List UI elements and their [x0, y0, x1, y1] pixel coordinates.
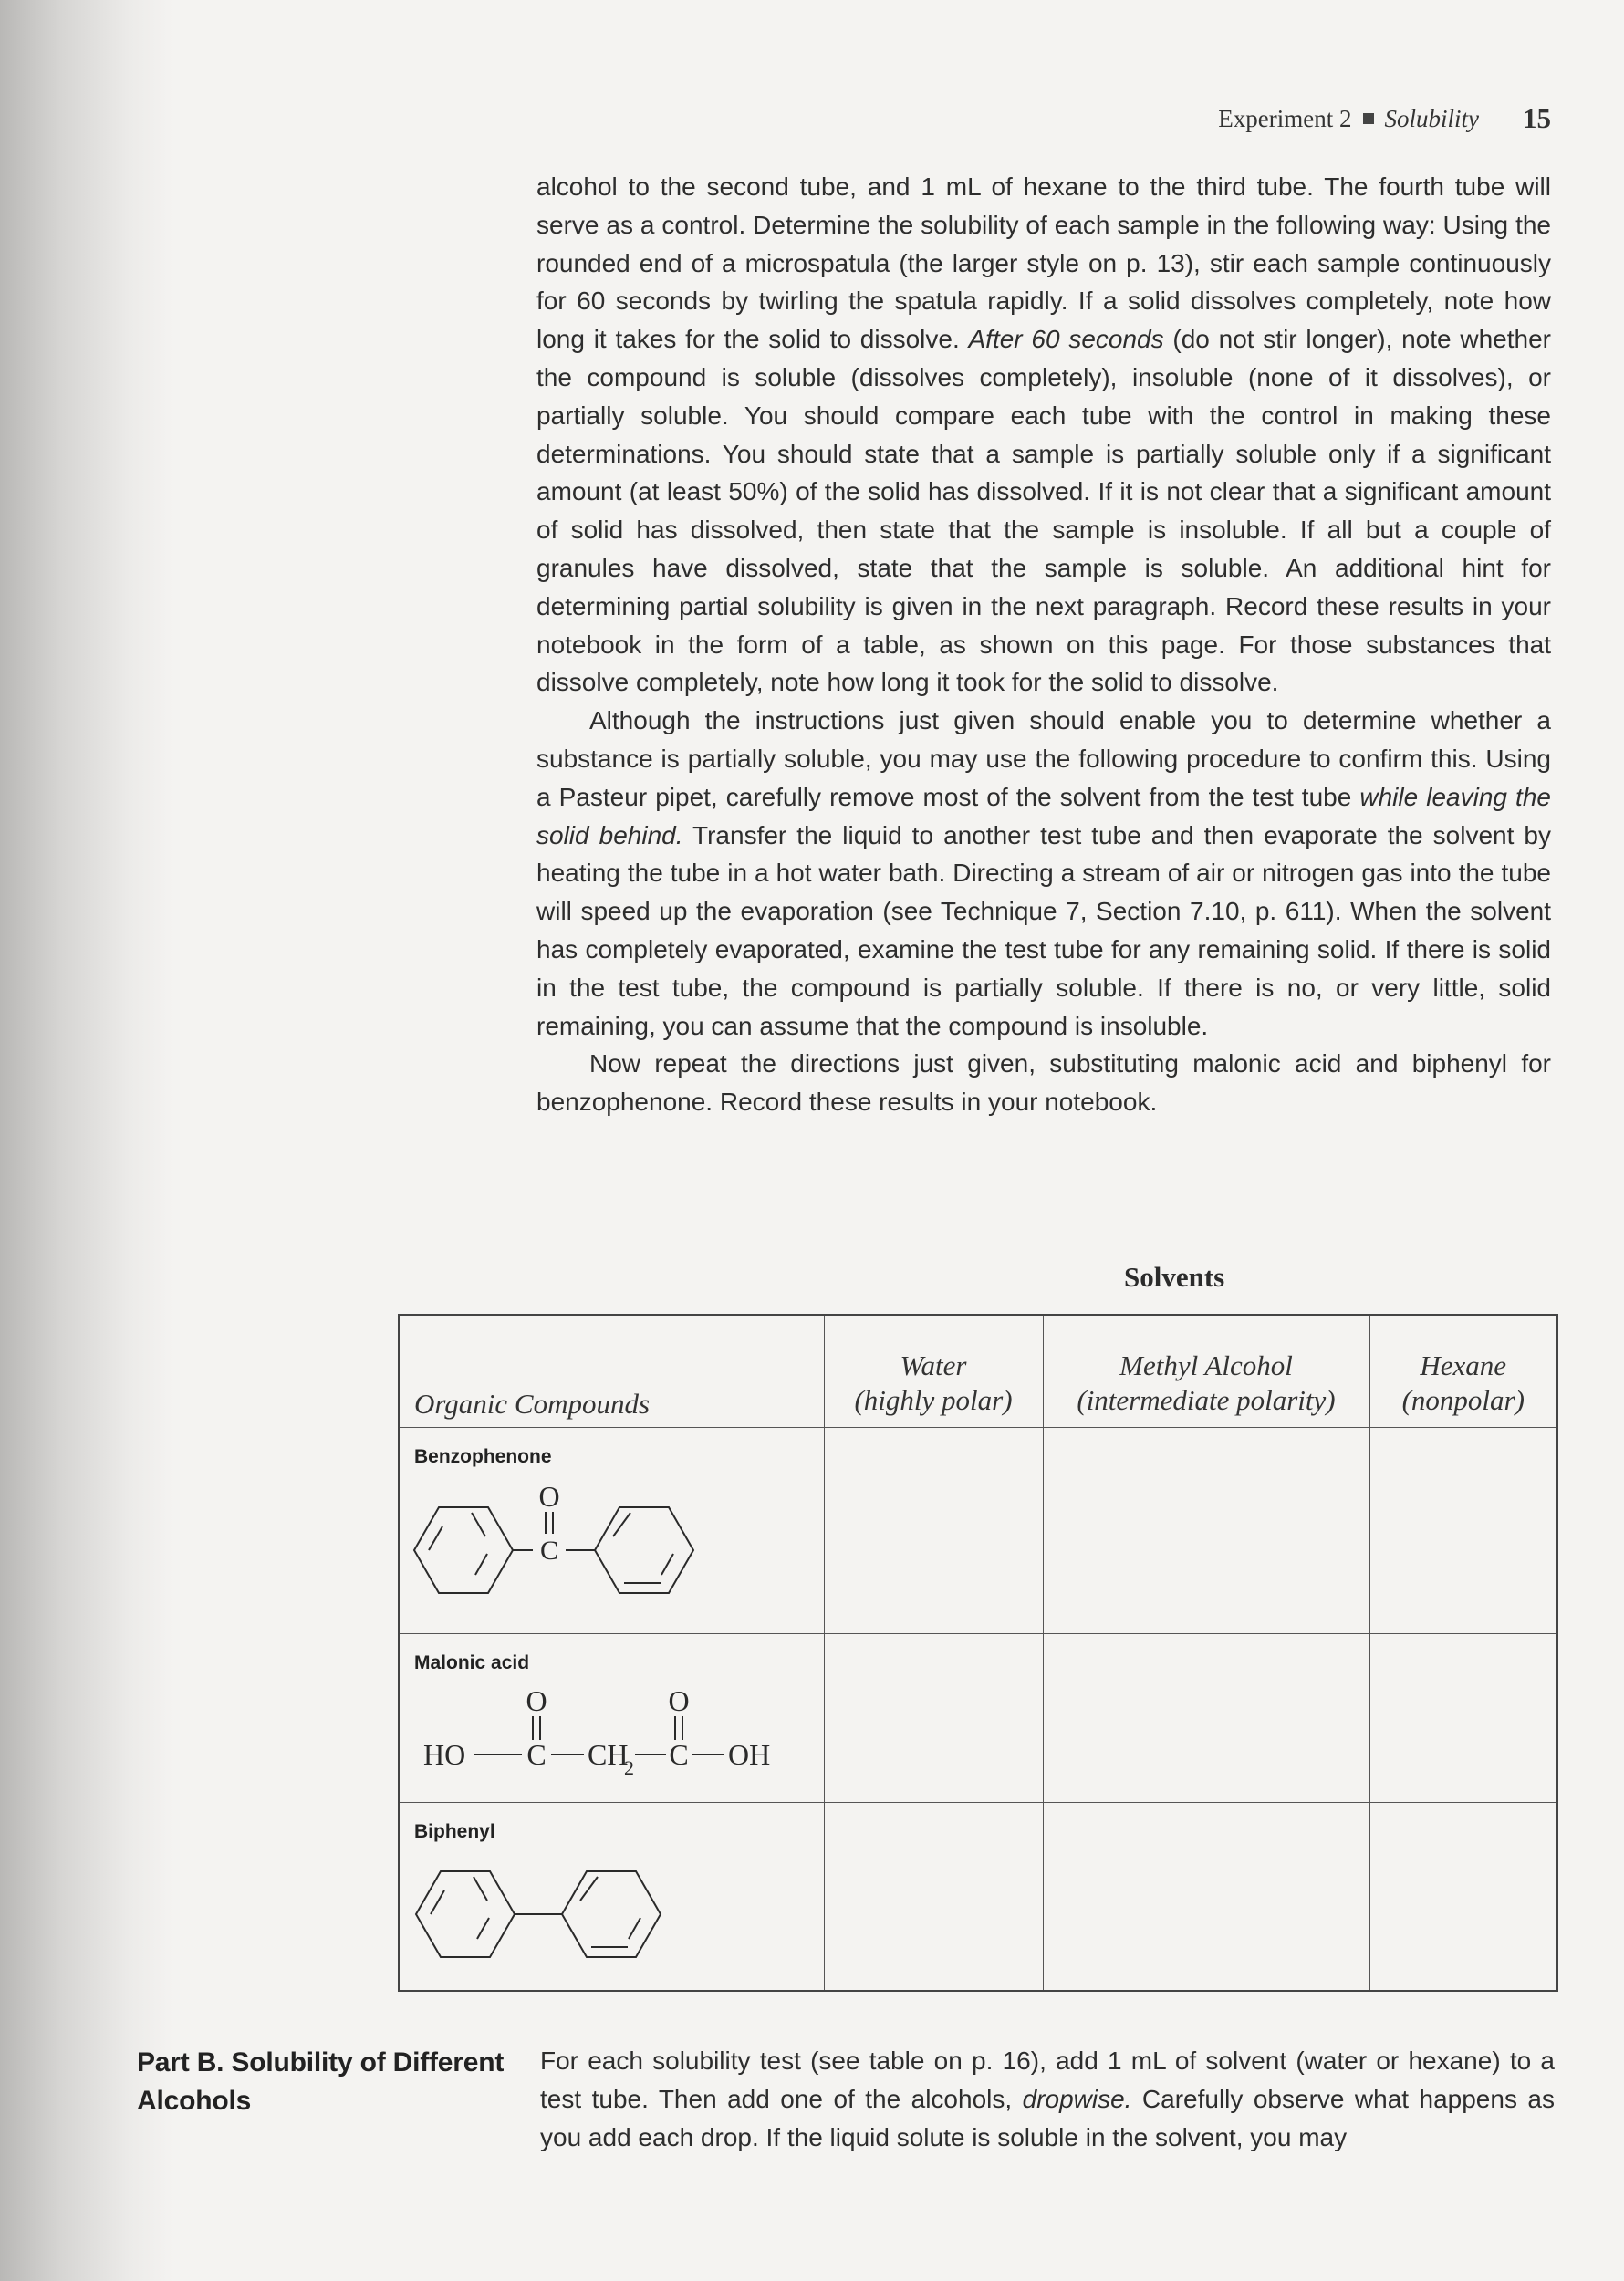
water-result-cell	[824, 1803, 1043, 1991]
malonic-acid-structure	[412, 1674, 814, 1802]
paragraph-1	[536, 168, 1551, 702]
binding-shadow	[0, 0, 173, 2281]
header-organic-compounds: Organic Compounds	[399, 1315, 824, 1428]
table-row	[399, 1634, 1557, 1803]
water-result-cell	[824, 1634, 1043, 1803]
header-square-bullet	[1363, 113, 1374, 124]
body-text	[536, 168, 1551, 1121]
header-hexane: Hexane (nonpolar)	[1369, 1315, 1557, 1428]
compound-cell-malonic-acid	[399, 1634, 824, 1803]
page-number: 15	[1523, 102, 1551, 134]
methyl-alcohol-result-cell	[1043, 1803, 1369, 1991]
oxygen-2: O	[668, 1684, 690, 1717]
methylene-subscript: 2	[624, 1756, 634, 1779]
methyl-alcohol-result-cell	[1043, 1428, 1369, 1634]
table-row	[399, 1428, 1557, 1634]
table-title: Solvents	[1124, 1261, 1225, 1293]
hexane-result-cell	[1369, 1634, 1557, 1803]
header-section: Solubility	[1384, 104, 1479, 132]
part-b-heading: Part B. Solubility of Different Alcohols	[137, 2047, 505, 2116]
biphenyl-structure	[412, 1843, 704, 1980]
p1-italic: After 60 seconds	[968, 325, 1164, 354]
carbonyl-oxygen: O	[538, 1480, 560, 1513]
hexane-result-cell	[1369, 1803, 1557, 1991]
solubility-table	[398, 1314, 1558, 1992]
p1-text-a: alcohol to the second tube, and 1 mL of hexane to the third tube. The fourth tube will serve as a control. Determine the solubility of each sample in the following way: Using the rounded end of a microspatula (the larger style on p. 13), stir each sample continuously for 60 seconds by twirling the spatula rapidly. If a solid dissolves completely, note how long it takes for the solid to dissolve.	[536, 172, 1551, 354]
compound-name: Benzophenone	[414, 1446, 552, 1467]
running-header	[1218, 102, 1551, 135]
paragraph-3: Now repeat the directions just given, substituting malonic acid and biphenyl for benzophenone. Record these results in your notebook.	[536, 1049, 1551, 1117]
water-result-cell	[824, 1428, 1043, 1634]
oxygen-1: O	[526, 1684, 547, 1717]
carbon-2: C	[669, 1738, 689, 1771]
header-methyl-alcohol: Methyl Alcohol (intermediate polarity)	[1043, 1315, 1369, 1428]
p2-italic: while leaving the solid behind.	[536, 782, 1551, 849]
compound-name: Biphenyl	[414, 1821, 495, 1842]
compound-cell-biphenyl	[399, 1803, 824, 1991]
hydroxyl-left: HO	[423, 1738, 466, 1771]
carbon-1: C	[526, 1738, 547, 1771]
table-row	[399, 1803, 1557, 1991]
p1-text-b: (do not stir longer), note whether the compound is soluble (dissolves completely), insoluble (none of it dissolves), or partially soluble. You should compare each tube with the control in making these determinations. You should state that a sample is partially soluble only if a significant amount (at least 50%) of the solid has dissolved. If it is not clear that a significant amount of solid has dissolved, then state that the sample is insoluble. If all but a couple of granules have dissolved, state that the sample is soluble. An additional hint for determining partial solubility is given in the next paragraph. Record these results in your notebook in the form of a table, as shown on this page. For those substances that dissolve completely, note how long it took for the solid to dissolve.	[536, 325, 1551, 697]
p2-text-b: Transfer the liquid to another test tube and then evaporate the solvent by heating the tube in a hot water bath. Directing a stream of air or nitrogen gas into the tube will speed up the evaporation (see Technique 7, Section 7.10, p. 611). When the solvent has completely evaporated, examine the test tube for any remaining solid. If there is solid in the test tube, the compound is partially soluble. If there is no, or very little, solid remaining, you can assume that the compound is insoluble.	[536, 820, 1551, 1040]
table-header-row	[399, 1315, 1557, 1428]
part-b-text: For each solubility test (see table on p. 16), add 1 mL of solvent (water or hexane) to a test tube. Then add one of the alcohols, dropwise. Carefully observe what happens as you add each drop. If the liquid solute is soluble in the solvent, you may	[540, 2047, 1555, 2151]
methyl-alcohol-result-cell	[1043, 1634, 1369, 1803]
hexane-result-cell	[1369, 1428, 1557, 1634]
hydroxyl-right: OH	[728, 1738, 771, 1771]
benzene-ring-right	[595, 1507, 693, 1593]
header-experiment: Experiment 2	[1218, 104, 1352, 132]
compound-cell-benzophenone	[399, 1428, 824, 1634]
paragraph-2	[536, 702, 1551, 1045]
compound-name: Malonic acid	[414, 1652, 530, 1673]
p2-text-a: Although the instructions just given should enable you to determine whether a substance is partially soluble, you may use the following procedure to confirm this. Using a Pasteur pipet, carefully remove most of the solvent from the test tube	[536, 706, 1551, 811]
header-water: Water (highly polar)	[824, 1315, 1043, 1428]
benzophenone-structure	[412, 1468, 796, 1623]
carbonyl-carbon: C	[539, 1536, 559, 1566]
methylene: CH	[588, 1738, 629, 1771]
benzene-ring-right	[562, 1871, 661, 1957]
